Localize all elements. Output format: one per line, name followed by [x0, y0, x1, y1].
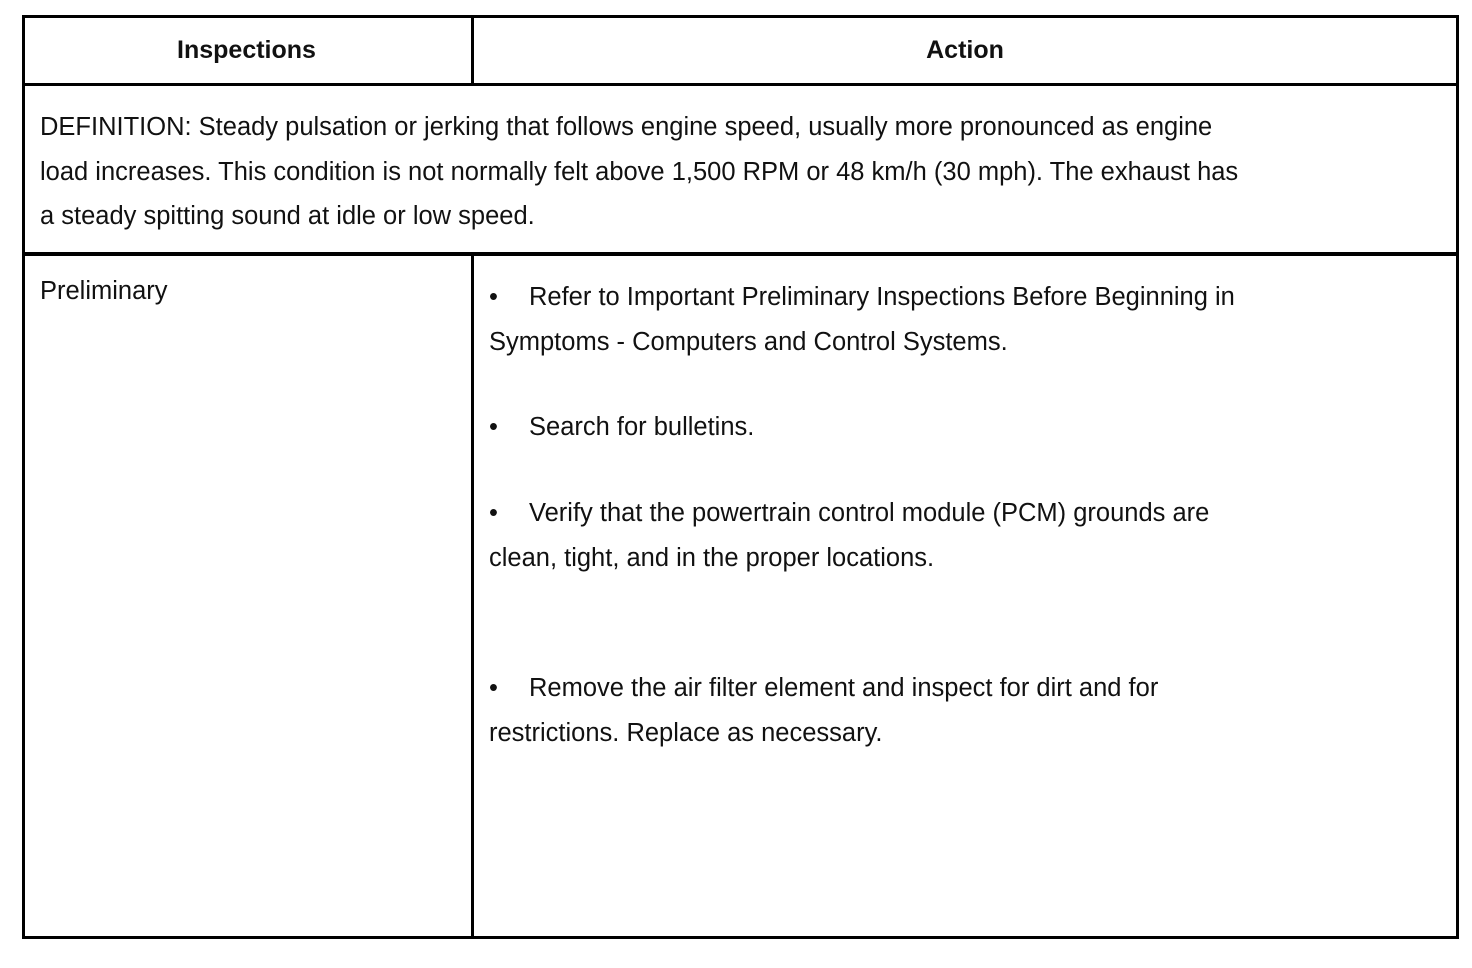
- header-action: Action: [926, 36, 1004, 64]
- definition-text: [40, 105, 1420, 239]
- action-item: [489, 491, 1369, 580]
- bullet: •: [489, 674, 498, 702]
- header-inspections: Inspections: [177, 36, 316, 64]
- bullet: •: [489, 499, 498, 527]
- definition-line: DEFINITION: Steady pulsation or jerking that follows engine speed, usually more pronounced as engine: [40, 113, 1213, 141]
- action-item: [489, 666, 1369, 755]
- action-item: [489, 405, 1369, 450]
- table-border-bottom: [22, 936, 1459, 939]
- table-border-right: [1456, 15, 1459, 939]
- definition-line: a steady spitting sound at idle or low speed.: [40, 202, 535, 230]
- definition-divider: [22, 252, 1459, 256]
- definition-line: load increases. This condition is not normally felt above 1,500 RPM or 48 km/h (30 mph). The exhaust has: [40, 157, 1239, 186]
- bullet: •: [489, 283, 498, 311]
- action-text: clean, tight, and in the proper locations.: [489, 543, 935, 572]
- action-text: Search for bulletins.: [529, 413, 755, 441]
- action-text: Verify that the powertrain control module (PCM) grounds are: [529, 499, 1210, 527]
- action-text: Remove the air filter element and inspect for dirt and for: [529, 674, 1159, 702]
- diagnostic-table: [22, 15, 1459, 939]
- inspection-label: Preliminary: [40, 277, 168, 305]
- action-text: restrictions. Replace as necessary.: [489, 718, 883, 747]
- bullet: •: [489, 413, 498, 441]
- table-border-left: [22, 15, 25, 939]
- action-text: Refer to Important Preliminary Inspections Before Beginning in: [529, 283, 1235, 311]
- action-text: Symptoms - Computers and Control Systems.: [489, 327, 1008, 356]
- column-divider-body: [471, 252, 474, 939]
- action-item: [489, 275, 1369, 364]
